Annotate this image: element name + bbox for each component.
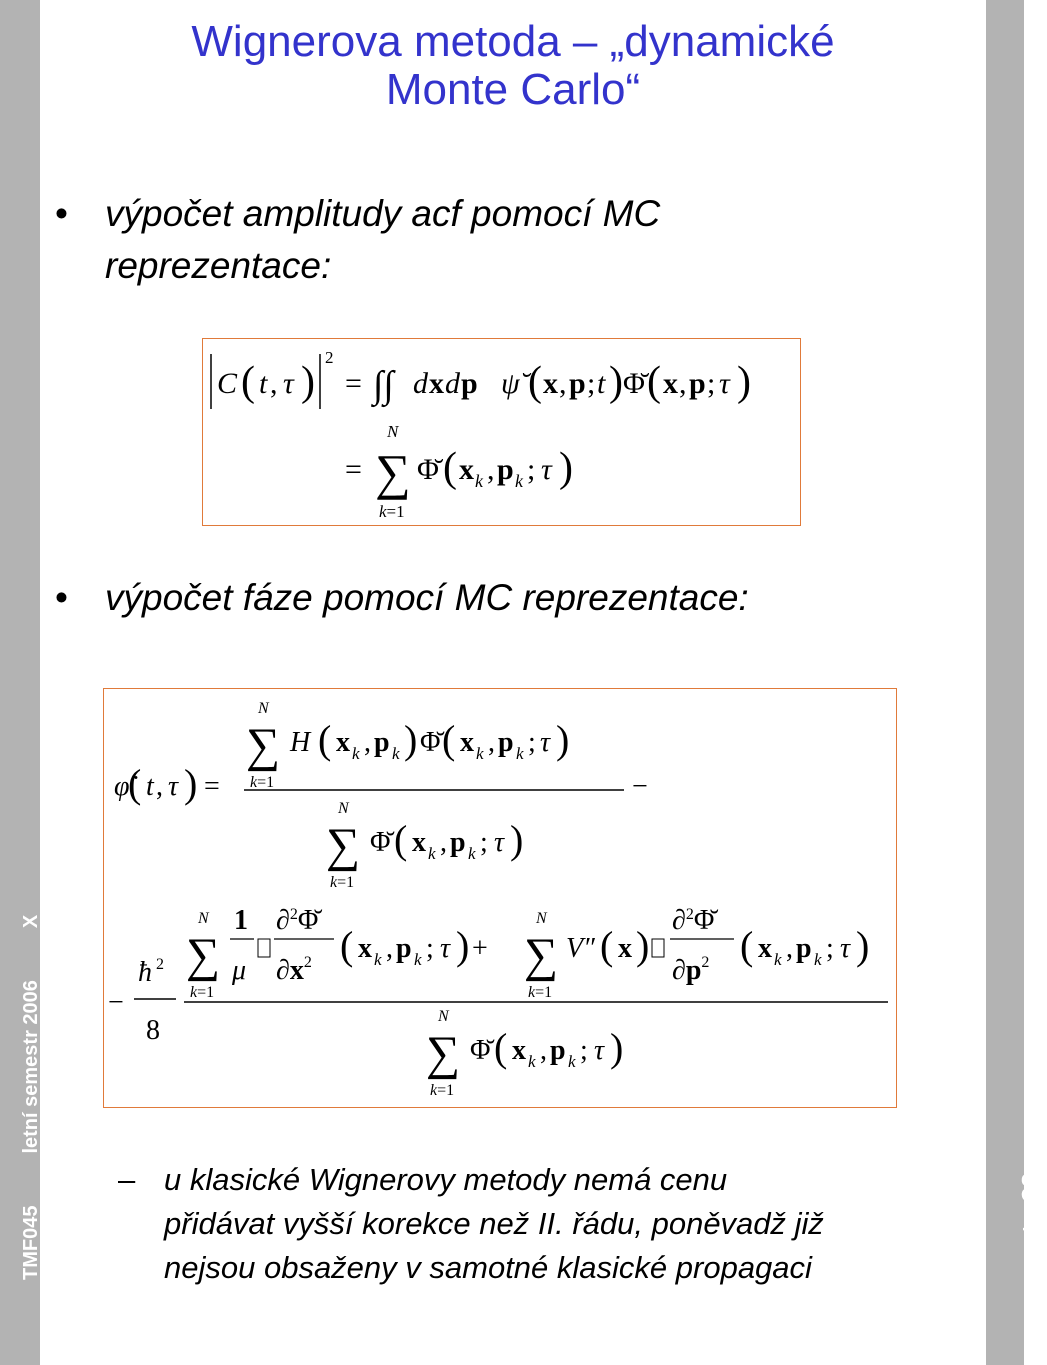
svg-text:x: x xyxy=(412,827,426,858)
svg-text:Φ̆: Φ̆ xyxy=(420,727,441,758)
phase-formula-box xyxy=(103,688,897,1108)
svg-text:=: = xyxy=(345,367,362,400)
svg-text:k=1: k=1 xyxy=(330,874,355,891)
svg-text:∂2Φ̆: ∂$^2$Φ̆ xyxy=(672,905,715,936)
svg-text:,: , xyxy=(156,771,163,802)
svg-text:): ) xyxy=(610,1025,624,1070)
svg-text:τ: τ xyxy=(594,1035,605,1066)
svg-text:8: 8 xyxy=(146,1015,160,1046)
svg-text:k: k xyxy=(528,1052,536,1071)
svg-text:,: , xyxy=(440,827,447,858)
svg-text:k=1: k=1 xyxy=(430,1082,455,1099)
svg-text:k: k xyxy=(516,744,524,763)
svg-text:;: ; xyxy=(587,367,596,400)
svg-text:k: k xyxy=(475,471,483,491)
svg-text:−: − xyxy=(632,771,648,802)
svg-text:x: x xyxy=(459,453,474,486)
svg-text:k: k xyxy=(374,950,382,969)
svg-text:): ) xyxy=(301,359,315,405)
svg-text:k=1: k=1 xyxy=(379,502,405,521)
svg-text:p: p xyxy=(374,727,390,758)
svg-text:x: x xyxy=(618,933,632,964)
svg-text:,: , xyxy=(364,727,371,758)
svg-text:;: ; xyxy=(826,933,834,964)
svg-text:p: p xyxy=(569,367,586,400)
title-line-1: Wignerova metoda – „dynamické xyxy=(191,17,835,66)
svg-text:k: k xyxy=(414,950,422,969)
svg-text:Φ̆: Φ̆ xyxy=(417,453,439,486)
svg-text:μ: μ xyxy=(232,955,247,986)
svg-text:): ) xyxy=(510,817,524,862)
svg-text:k=1: k=1 xyxy=(250,774,275,791)
svg-text:ħ: ħ xyxy=(138,957,152,988)
svg-text:,: , xyxy=(679,367,687,400)
svg-text:(: ( xyxy=(394,817,408,862)
footer-course-info xyxy=(20,863,43,1280)
svg-text:∑: ∑ xyxy=(326,819,361,872)
svg-text:k: k xyxy=(568,1052,576,1071)
svg-text:k=1: k=1 xyxy=(528,984,553,1001)
bullet-marker: • xyxy=(55,577,68,618)
svg-text:p: p xyxy=(498,727,514,758)
svg-text:x: x xyxy=(758,933,772,964)
svg-text:τ: τ xyxy=(283,367,294,400)
svg-text:p: p xyxy=(497,453,514,486)
bullet-text-line-1: výpočet fáze pomocí MC reprezentace: xyxy=(105,577,749,618)
svg-text:): ) xyxy=(737,359,751,405)
svg-text:=: = xyxy=(345,453,362,486)
svg-text:): ) xyxy=(856,923,870,968)
svg-text:d: d xyxy=(413,367,428,400)
svg-text:x: x xyxy=(358,933,372,964)
svg-text:x: x xyxy=(429,367,444,400)
svg-text:Φ̆: Φ̆ xyxy=(370,827,391,858)
svg-text:t: t xyxy=(259,367,268,400)
svg-text:;: ; xyxy=(527,453,536,486)
svg-text:(: ( xyxy=(443,445,457,491)
note-line-1: u klasické Wignerovy metody nemá cenu xyxy=(164,1162,728,1197)
svg-text:N: N xyxy=(438,1008,449,1025)
svg-text:): ) xyxy=(404,717,418,762)
svg-text:(: ( xyxy=(128,761,142,806)
note-line-2: přidávat vyšší korekce než II. řádu, poněvadž již xyxy=(164,1206,824,1241)
svg-text:(: ( xyxy=(494,1025,508,1070)
svg-text:p: p xyxy=(796,933,812,964)
svg-text:τ: τ xyxy=(440,933,451,964)
note-line-3: nejsou obsaženy v samotné klasické propagaci xyxy=(164,1250,812,1285)
svg-text:x: x xyxy=(512,1035,526,1066)
svg-text:τ: τ xyxy=(168,771,179,802)
svg-text:2: 2 xyxy=(156,956,164,973)
svg-text:(: ( xyxy=(740,923,754,968)
svg-text:,: , xyxy=(270,367,278,400)
svg-text:x: x xyxy=(663,367,678,400)
svg-text:τ: τ xyxy=(540,727,551,758)
page-number: str. 32 xyxy=(1016,1172,1046,1248)
svg-text:Φ̆: Φ̆ xyxy=(623,367,645,400)
svg-text:=: = xyxy=(204,771,220,802)
svg-text:d: d xyxy=(445,367,460,400)
svg-text:,: , xyxy=(487,453,495,486)
svg-text:;: ; xyxy=(580,1035,588,1066)
bullet-text-line-2: reprezentace: xyxy=(105,245,332,286)
svg-text:(: ( xyxy=(318,717,332,762)
svg-text:1: 1 xyxy=(234,905,248,936)
svg-text:,: , xyxy=(386,933,393,964)
slide-title xyxy=(40,18,986,114)
svg-text:x: x xyxy=(336,727,350,758)
svg-text:H: H xyxy=(290,727,311,758)
svg-text:N: N xyxy=(258,700,269,717)
svg-text:k: k xyxy=(428,844,436,863)
svg-text:;: ; xyxy=(528,727,536,758)
svg-text:,: , xyxy=(540,1035,547,1066)
svg-text:p: p xyxy=(689,367,706,400)
svg-text:τ: τ xyxy=(541,453,552,486)
amplitude-formula xyxy=(203,339,800,525)
svg-text:+: + xyxy=(472,933,488,964)
svg-text:N: N xyxy=(198,910,209,927)
svg-text:(: ( xyxy=(600,923,614,968)
svg-text:): ) xyxy=(609,359,623,405)
svg-text:;: ; xyxy=(707,367,716,400)
svg-text:k: k xyxy=(476,744,484,763)
svg-text:t: t xyxy=(597,367,606,400)
bullet-text-line-1: výpočet amplitudy acf pomocí MC xyxy=(105,193,661,234)
bullet-marker: • xyxy=(55,193,68,234)
sub-bullet-marker: – xyxy=(118,1162,136,1197)
svg-text:V″: V″ xyxy=(566,933,595,964)
svg-text:∂x2: $\partial x^2$ xyxy=(276,954,312,986)
svg-text:(: ( xyxy=(647,359,661,405)
svg-text:Φ̆: Φ̆ xyxy=(470,1035,491,1066)
svg-text:t: t xyxy=(146,771,154,802)
svg-text:τ: τ xyxy=(494,827,505,858)
svg-text:k: k xyxy=(352,744,360,763)
svg-text:φ̇: φ̇ xyxy=(114,771,130,802)
svg-text:∑: ∑ xyxy=(524,929,559,982)
title-line-2: Monte Carlo“ xyxy=(385,65,641,114)
svg-text:k: k xyxy=(515,471,523,491)
svg-text:∑: ∑ xyxy=(246,719,281,772)
svg-text:∫∫: ∫∫ xyxy=(373,364,394,406)
svg-text:): ) xyxy=(184,761,198,806)
section-label: X xyxy=(20,914,42,929)
svg-text:k: k xyxy=(774,950,782,969)
svg-text:τ: τ xyxy=(840,933,851,964)
svg-text:∑: ∑ xyxy=(426,1027,461,1080)
svg-text:): ) xyxy=(556,717,570,762)
svg-text:;: ; xyxy=(480,827,488,858)
svg-text:p: p xyxy=(461,367,478,400)
phase-formula xyxy=(104,689,896,1107)
svg-text:x: x xyxy=(460,727,474,758)
svg-text:k: k xyxy=(468,844,476,863)
amplitude-formula-box xyxy=(202,338,801,526)
svg-text:p: p xyxy=(550,1035,566,1066)
svg-text:N: N xyxy=(387,422,399,441)
svg-text:k: k xyxy=(392,744,400,763)
svg-text:N: N xyxy=(338,800,349,817)
svg-text:k: k xyxy=(814,950,822,969)
svg-text:ψ̆: ψ̆ xyxy=(501,367,520,400)
svg-text:,: , xyxy=(786,933,793,964)
semester-label: letní semestr 2006 xyxy=(20,980,42,1154)
svg-text:∂2Φ̆: ∂$^2$Φ̆ xyxy=(276,905,319,936)
svg-text:C: C xyxy=(217,367,238,400)
svg-text:;: ; xyxy=(426,933,434,964)
svg-text:∑: ∑ xyxy=(186,929,221,982)
svg-text:x: x xyxy=(543,367,558,400)
svg-text:∑: ∑ xyxy=(375,444,411,500)
svg-text:2: 2 xyxy=(325,348,334,367)
svg-text:(: ( xyxy=(442,717,456,762)
svg-text:τ: τ xyxy=(719,367,730,400)
svg-text:,: , xyxy=(559,367,567,400)
svg-text:∂p2: $\partial p^2$ xyxy=(672,954,710,986)
svg-text:−: − xyxy=(108,987,124,1018)
svg-text:N: N xyxy=(536,910,547,927)
svg-text:,: , xyxy=(488,727,495,758)
svg-text:): ) xyxy=(456,923,470,968)
svg-text:(: ( xyxy=(340,923,354,968)
course-code: TMF045 xyxy=(20,1205,42,1280)
svg-text:p: p xyxy=(396,933,412,964)
svg-text:p: p xyxy=(450,827,466,858)
svg-text:(: ( xyxy=(241,359,255,405)
svg-text:(: ( xyxy=(528,359,542,405)
svg-text:): ) xyxy=(559,445,573,491)
svg-text:k=1: k=1 xyxy=(190,984,215,1001)
svg-text:): ) xyxy=(636,923,650,968)
